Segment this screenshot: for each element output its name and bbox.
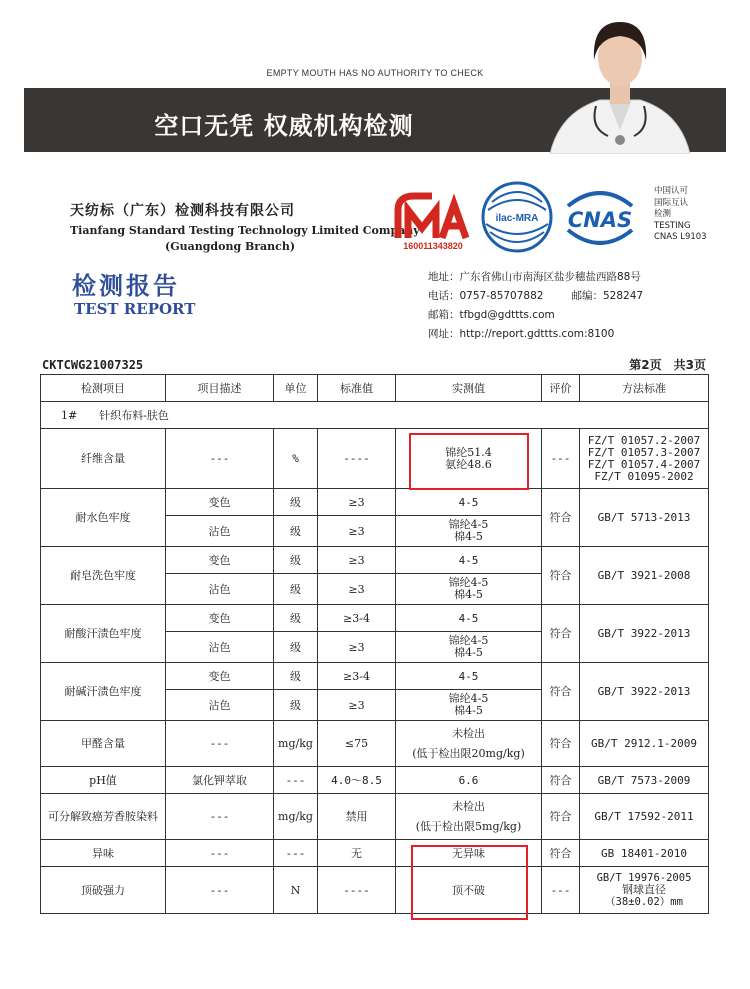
measured-value: 4-5 bbox=[396, 489, 542, 516]
column-header: 评价 bbox=[542, 375, 580, 402]
result-line: 氨纶48.6 bbox=[445, 457, 492, 471]
result-line: (低于检出限20mg/kg) bbox=[412, 746, 525, 760]
method-line: FZ/T 01095-2002 bbox=[594, 469, 694, 483]
standard-value: 禁用 bbox=[318, 794, 396, 840]
method-standard: GB 18401-2010 bbox=[580, 840, 709, 867]
test-results-table bbox=[40, 374, 709, 914]
report-title-cn: 检测报告 bbox=[72, 271, 180, 300]
evaluation: --- bbox=[542, 867, 580, 914]
standard-value: 4.0～8.5 bbox=[318, 767, 396, 794]
method-standard: GB/T 2912.1-2009 bbox=[580, 721, 709, 767]
measured-value bbox=[396, 721, 542, 767]
measured-value bbox=[396, 632, 542, 663]
measured-value: 4-5 bbox=[396, 605, 542, 632]
table-row bbox=[41, 867, 709, 914]
table-row bbox=[41, 547, 709, 574]
test-item: 耐酸汗渍色牢度 bbox=[41, 605, 166, 663]
item-description: 沾色 bbox=[166, 516, 274, 547]
method-line: FZ/T 01057.3-2007 bbox=[587, 445, 701, 459]
item-description: 沾色 bbox=[166, 632, 274, 663]
table-row bbox=[41, 663, 709, 690]
cnas-line: TESTING bbox=[654, 220, 691, 231]
test-item: 耐皂洗色牢度 bbox=[41, 547, 166, 605]
result-line: 棉4-5 bbox=[454, 588, 483, 601]
method-standard: GB/T 7573-2009 bbox=[580, 767, 709, 794]
column-header: 标准值 bbox=[318, 375, 396, 402]
unit: --- bbox=[274, 767, 318, 794]
result-line: 棉4-5 bbox=[454, 704, 483, 717]
unit: mg/kg bbox=[274, 721, 318, 767]
unit: 级 bbox=[274, 605, 318, 632]
contact-phone: 电话：0757-85707882 bbox=[428, 290, 544, 302]
highlight-box-fiber bbox=[409, 433, 529, 490]
table-row bbox=[41, 489, 709, 516]
item-description: --- bbox=[166, 840, 274, 867]
column-header: 检测项目 bbox=[41, 375, 166, 402]
result-line: 锦纶4-5 bbox=[448, 518, 489, 531]
standard-value: ≥3 bbox=[318, 516, 396, 547]
item-description: --- bbox=[166, 721, 274, 767]
table-header-row bbox=[41, 375, 709, 402]
method-line: FZ/T 01057.2-2007 bbox=[587, 433, 701, 447]
standard-value: ≥3 bbox=[318, 632, 396, 663]
unit: 级 bbox=[274, 632, 318, 663]
test-item: pH值 bbox=[41, 767, 166, 794]
result-line: 锦纶4-5 bbox=[448, 576, 489, 589]
result-line: 锦纶4-5 bbox=[448, 692, 489, 705]
sample-label: 1# 针织布料-肤色 bbox=[41, 402, 709, 429]
doctor-illustration bbox=[530, 8, 710, 154]
item-description: 氯化钾萃取 bbox=[166, 767, 274, 794]
standard-value: ≥3 bbox=[318, 574, 396, 605]
result-line: 未检出 bbox=[452, 799, 485, 813]
table-row bbox=[41, 429, 709, 489]
item-description: --- bbox=[166, 794, 274, 840]
item-description: --- bbox=[166, 429, 274, 489]
item-description: 变色 bbox=[166, 663, 274, 690]
page-number: 第2页 bbox=[629, 358, 662, 372]
column-header: 单位 bbox=[274, 375, 318, 402]
measured-value: 4-5 bbox=[396, 547, 542, 574]
result-line: 棉4-5 bbox=[454, 646, 483, 659]
test-item: 异味 bbox=[41, 840, 166, 867]
page-total: 共3页 bbox=[673, 358, 706, 372]
test-item: 耐碱汗渍色牢度 bbox=[41, 663, 166, 721]
unit: % bbox=[274, 429, 318, 489]
evaluation: 符合 bbox=[542, 489, 580, 547]
unit: 级 bbox=[274, 489, 318, 516]
standard-value: ---- bbox=[318, 429, 396, 489]
measured-value: 4-5 bbox=[396, 663, 542, 690]
top-caption: EMPTY MOUTH HAS NO AUTHORITY TO CHECK bbox=[266, 68, 484, 78]
unit: --- bbox=[274, 840, 318, 867]
page-info bbox=[629, 356, 706, 373]
contact-info bbox=[428, 268, 643, 344]
result-line: 锦纶51.4 bbox=[445, 445, 492, 459]
item-description: 变色 bbox=[166, 547, 274, 574]
evaluation: 符合 bbox=[542, 547, 580, 605]
item-description: 沾色 bbox=[166, 690, 274, 721]
column-header: 项目描述 bbox=[166, 375, 274, 402]
evaluation: 符合 bbox=[542, 794, 580, 840]
report-code: CKTCWG21007325 bbox=[42, 358, 144, 372]
unit: mg/kg bbox=[274, 794, 318, 840]
cnas-line: 国际互认 bbox=[654, 197, 689, 208]
standard-value: ≥3-4 bbox=[318, 663, 396, 690]
method-standard bbox=[580, 429, 709, 489]
unit: 级 bbox=[274, 663, 318, 690]
standard-value: ≤75 bbox=[318, 721, 396, 767]
measured-value: 顶不破 bbox=[396, 867, 542, 914]
cnas-logo-icon bbox=[560, 186, 640, 250]
contact-email: 邮箱：tfbgd@gdttts.com bbox=[428, 309, 555, 321]
cnas-line: CNAS L9103 bbox=[654, 232, 707, 242]
cma-number: 160011343820 bbox=[403, 241, 463, 251]
item-description: 沾色 bbox=[166, 574, 274, 605]
measured-value bbox=[396, 794, 542, 840]
banner-title: 空口无凭 权威机构检测 bbox=[154, 112, 414, 140]
item-description: 变色 bbox=[166, 489, 274, 516]
standard-value: ≥3-4 bbox=[318, 605, 396, 632]
contact-website: 网址：http://report.gdttts.com:8100 bbox=[428, 328, 615, 340]
cnas-line: 中国认可 bbox=[654, 186, 689, 196]
unit: 级 bbox=[274, 547, 318, 574]
column-header: 实测值 bbox=[396, 375, 542, 402]
method-line: FZ/T 01057.4-2007 bbox=[587, 457, 701, 471]
unit: 级 bbox=[274, 690, 318, 721]
company-name-en: Tianfang Standard Testing Technology Limited Company bbox=[70, 224, 420, 237]
table-row bbox=[41, 721, 709, 767]
result-line: 未检出 bbox=[452, 726, 485, 740]
item-description: --- bbox=[166, 867, 274, 914]
column-header: 方法标准 bbox=[580, 375, 709, 402]
table-row bbox=[41, 840, 709, 867]
evaluation: 符合 bbox=[542, 767, 580, 794]
measured-value bbox=[396, 516, 542, 547]
evaluation: 符合 bbox=[542, 721, 580, 767]
method-standard: GB/T 5713-2013 bbox=[580, 489, 709, 547]
highlight-box-odor-burst bbox=[411, 845, 528, 920]
svg-text:ilac-MRA: ilac-MRA bbox=[495, 213, 539, 224]
test-item: 甲醛含量 bbox=[41, 721, 166, 767]
measured-value bbox=[396, 690, 542, 721]
evaluation: 符合 bbox=[542, 840, 580, 867]
method-line: GB/T 19976-2005 bbox=[596, 872, 692, 884]
result-line: 锦纶4-5 bbox=[448, 634, 489, 647]
evaluation: --- bbox=[542, 429, 580, 489]
cnas-line: 检测 bbox=[654, 209, 672, 219]
contact-postcode: 邮编：528247 bbox=[571, 290, 644, 302]
measured-value: 6.6 bbox=[396, 767, 542, 794]
method-standard bbox=[580, 867, 709, 914]
table-row bbox=[41, 794, 709, 840]
method-line: 钢球直径 bbox=[622, 883, 666, 896]
test-item: 纤维含量 bbox=[41, 429, 166, 489]
evaluation: 符合 bbox=[542, 663, 580, 721]
contact-address: 地址：广东省佛山市南海区盐步穗盐西路88号 bbox=[428, 271, 641, 283]
method-standard: GB/T 3921-2008 bbox=[580, 547, 709, 605]
standard-value: ≥3 bbox=[318, 690, 396, 721]
measured-value: 无异味 bbox=[396, 840, 542, 867]
standard-value: ---- bbox=[318, 867, 396, 914]
test-item: 顶破强力 bbox=[41, 867, 166, 914]
standard-value: ≥3 bbox=[318, 489, 396, 516]
ilac-mra-logo-icon bbox=[480, 180, 554, 254]
standard-value: ≥3 bbox=[318, 547, 396, 574]
table-row bbox=[41, 767, 709, 794]
cnas-accreditation-text bbox=[654, 186, 707, 244]
sample-row bbox=[41, 402, 709, 429]
company-name-cn: 天纺标（广东）检测科技有限公司 bbox=[70, 203, 295, 219]
item-description: 变色 bbox=[166, 605, 274, 632]
method-line: （38±0.02）mm bbox=[605, 896, 683, 908]
result-line: 棉4-5 bbox=[454, 530, 483, 543]
company-branch-en: (Guangdong Branch) bbox=[165, 240, 296, 253]
result-line: (低于检出限5mg/kg) bbox=[415, 819, 522, 833]
unit: 级 bbox=[274, 516, 318, 547]
standard-value: 无 bbox=[318, 840, 396, 867]
report-title-en: TEST REPORT bbox=[74, 300, 196, 318]
method-standard: GB/T 17592-2011 bbox=[580, 794, 709, 840]
unit: N bbox=[274, 867, 318, 914]
test-item: 可分解致癌芳香胺染料 bbox=[41, 794, 166, 840]
table-row bbox=[41, 605, 709, 632]
unit: 级 bbox=[274, 574, 318, 605]
test-item: 耐水色牢度 bbox=[41, 489, 166, 547]
measured-value bbox=[396, 574, 542, 605]
method-standard: GB/T 3922-2013 bbox=[580, 605, 709, 663]
method-standard: GB/T 3922-2013 bbox=[580, 663, 709, 721]
evaluation: 符合 bbox=[542, 605, 580, 663]
svg-text:CNAS: CNAS bbox=[567, 208, 633, 232]
